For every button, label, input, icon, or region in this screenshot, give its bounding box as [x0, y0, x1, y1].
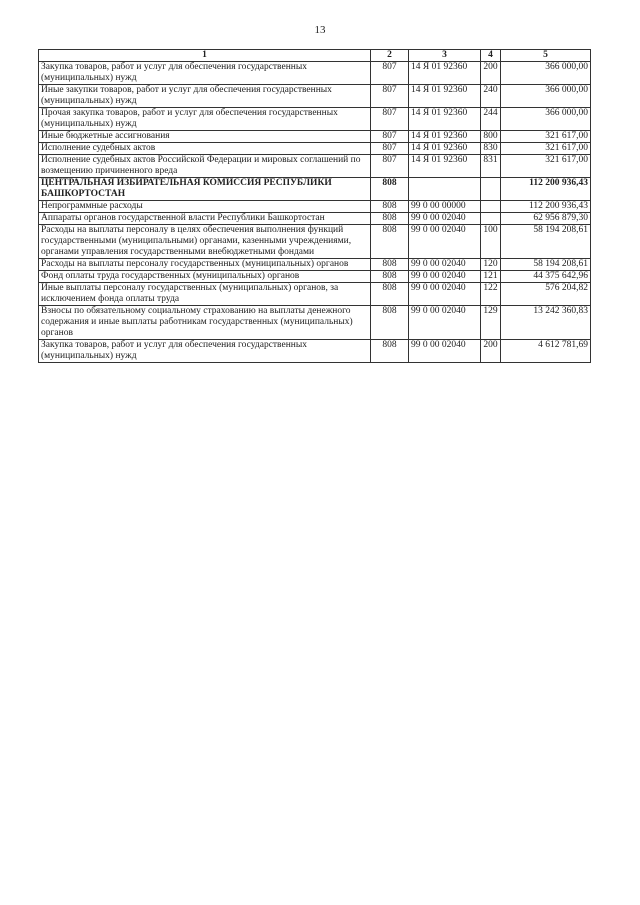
department-code-cell: 808 — [371, 271, 409, 283]
table-row — [39, 108, 591, 131]
target-article-code-cell: 99 0 00 02040 — [409, 340, 481, 363]
table-row — [39, 225, 591, 259]
expense-name-cell: Закупка товаров, работ и услуг для обеспечения государственных (муниципальных) нужд — [39, 340, 371, 363]
expense-name-cell: ЦЕНТРАЛЬНАЯ ИЗБИРАТЕЛЬНАЯ КОМИССИЯ РЕСПУБЛИКИ БАШКОРТОСТАН — [39, 178, 371, 201]
target-article-code-cell: 14 Я 01 92360 — [409, 143, 481, 155]
department-code-cell: 808 — [371, 225, 409, 259]
department-code-cell: 808 — [371, 178, 409, 201]
department-code-cell: 808 — [371, 259, 409, 271]
department-code-cell: 808 — [371, 213, 409, 225]
expense-type-code-cell — [481, 213, 501, 225]
target-article-code-cell: 99 0 00 02040 — [409, 259, 481, 271]
target-article-code-cell: 99 0 00 02040 — [409, 306, 481, 340]
amount-cell: 58 194 208,61 — [501, 259, 591, 271]
expense-type-code-cell: 831 — [481, 155, 501, 178]
header-col-5: 5 — [501, 50, 591, 62]
department-code-cell: 807 — [371, 131, 409, 143]
expense-type-code-cell: 800 — [481, 131, 501, 143]
expense-name-cell: Иные закупки товаров, работ и услуг для обеспечения государственных (муниципальных) нужд — [39, 85, 371, 108]
budget-table — [38, 49, 591, 363]
department-code-cell: 807 — [371, 62, 409, 85]
header-col-2: 2 — [371, 50, 409, 62]
table-row — [39, 340, 591, 363]
expense-type-code-cell: 129 — [481, 306, 501, 340]
table-row — [39, 62, 591, 85]
target-article-code-cell: 14 Я 01 92360 — [409, 155, 481, 178]
expense-name-cell: Исполнение судебных актов — [39, 143, 371, 155]
amount-cell: 44 375 642,96 — [501, 271, 591, 283]
target-article-code-cell: 14 Я 01 92360 — [409, 62, 481, 85]
header-col-3: 3 — [409, 50, 481, 62]
expense-type-code-cell: 244 — [481, 108, 501, 131]
target-article-code-cell: 99 0 00 02040 — [409, 225, 481, 259]
expense-name-cell: Прочая закупка товаров, работ и услуг для обеспечения государственных (муниципальных) нужд — [39, 108, 371, 131]
target-article-code-cell: 99 0 00 02040 — [409, 283, 481, 306]
expense-type-code-cell: 830 — [481, 143, 501, 155]
amount-cell: 13 242 360,83 — [501, 306, 591, 340]
amount-cell: 321 617,00 — [501, 143, 591, 155]
department-code-cell: 807 — [371, 85, 409, 108]
expense-name-cell: Фонд оплаты труда государственных (муниципальных) органов — [39, 271, 371, 283]
expense-type-code-cell: 122 — [481, 283, 501, 306]
amount-cell: 576 204,82 — [501, 283, 591, 306]
table-row — [39, 306, 591, 340]
amount-cell: 321 617,00 — [501, 131, 591, 143]
header-col-1: 1 — [39, 50, 371, 62]
department-code-cell: 808 — [371, 306, 409, 340]
table-row — [39, 271, 591, 283]
target-article-code-cell: 99 0 00 02040 — [409, 213, 481, 225]
table-row — [39, 85, 591, 108]
department-code-cell: 807 — [371, 143, 409, 155]
table-row — [39, 259, 591, 271]
department-code-cell: 808 — [371, 201, 409, 213]
expense-name-cell: Расходы на выплаты персоналу государственных (муниципальных) органов — [39, 259, 371, 271]
amount-cell: 112 200 936,43 — [501, 201, 591, 213]
table-row — [39, 155, 591, 178]
table-row — [39, 201, 591, 213]
expense-type-code-cell: 200 — [481, 340, 501, 363]
table-header — [39, 50, 591, 62]
table-row — [39, 143, 591, 155]
expense-name-cell: Взносы по обязательному социальному страхованию на выплаты денежного содержания и иные выплаты работникам государственных (муниципальных) органов — [39, 306, 371, 340]
expense-name-cell: Аппараты органов государственной власти Республики Башкортостан — [39, 213, 371, 225]
department-code-cell: 808 — [371, 283, 409, 306]
expense-name-cell: Иные бюджетные ассигнования — [39, 131, 371, 143]
table-row — [39, 178, 591, 201]
expense-name-cell: Иные выплаты персоналу государственных (муниципальных) органов, за исключением фонда оплаты труда — [39, 283, 371, 306]
target-article-code-cell: 99 0 00 00000 — [409, 201, 481, 213]
amount-cell: 58 194 208,61 — [501, 225, 591, 259]
target-article-code-cell: 14 Я 01 92360 — [409, 108, 481, 131]
amount-cell: 366 000,00 — [501, 108, 591, 131]
header-row — [39, 50, 591, 62]
expense-type-code-cell — [481, 178, 501, 201]
page-number: 13 — [314, 24, 326, 36]
target-article-code-cell: 99 0 00 02040 — [409, 271, 481, 283]
expense-type-code-cell: 120 — [481, 259, 501, 271]
target-article-code-cell: 14 Я 01 92360 — [409, 85, 481, 108]
expense-type-code-cell — [481, 201, 501, 213]
expense-type-code-cell: 200 — [481, 62, 501, 85]
expense-type-code-cell: 121 — [481, 271, 501, 283]
table-row — [39, 131, 591, 143]
amount-cell: 366 000,00 — [501, 85, 591, 108]
amount-cell: 321 617,00 — [501, 155, 591, 178]
target-article-code-cell — [409, 178, 481, 201]
expense-name-cell: Закупка товаров, работ и услуг для обеспечения государственных (муниципальных) нужд — [39, 62, 371, 85]
table-row — [39, 283, 591, 306]
header-col-4: 4 — [481, 50, 501, 62]
expense-name-cell: Расходы на выплаты персоналу в целях обеспечения выполнения функций государственными (муниципальными) органами, казенными учреждениями, органами управления государственными внебюджетными фондами — [39, 225, 371, 259]
amount-cell: 366 000,00 — [501, 62, 591, 85]
amount-cell: 4 612 781,69 — [501, 340, 591, 363]
expense-name-cell: Непрограммные расходы — [39, 201, 371, 213]
department-code-cell: 807 — [371, 155, 409, 178]
table-row — [39, 213, 591, 225]
department-code-cell: 808 — [371, 340, 409, 363]
expense-name-cell: Исполнение судебных актов Российской Федерации и мировых соглашений по возмещению причиненного вреда — [39, 155, 371, 178]
target-article-code-cell: 14 Я 01 92360 — [409, 131, 481, 143]
amount-cell: 112 200 936,43 — [501, 178, 591, 201]
department-code-cell: 807 — [371, 108, 409, 131]
expense-type-code-cell: 100 — [481, 225, 501, 259]
table-body — [39, 62, 591, 363]
expense-type-code-cell: 240 — [481, 85, 501, 108]
amount-cell: 62 956 879,30 — [501, 213, 591, 225]
